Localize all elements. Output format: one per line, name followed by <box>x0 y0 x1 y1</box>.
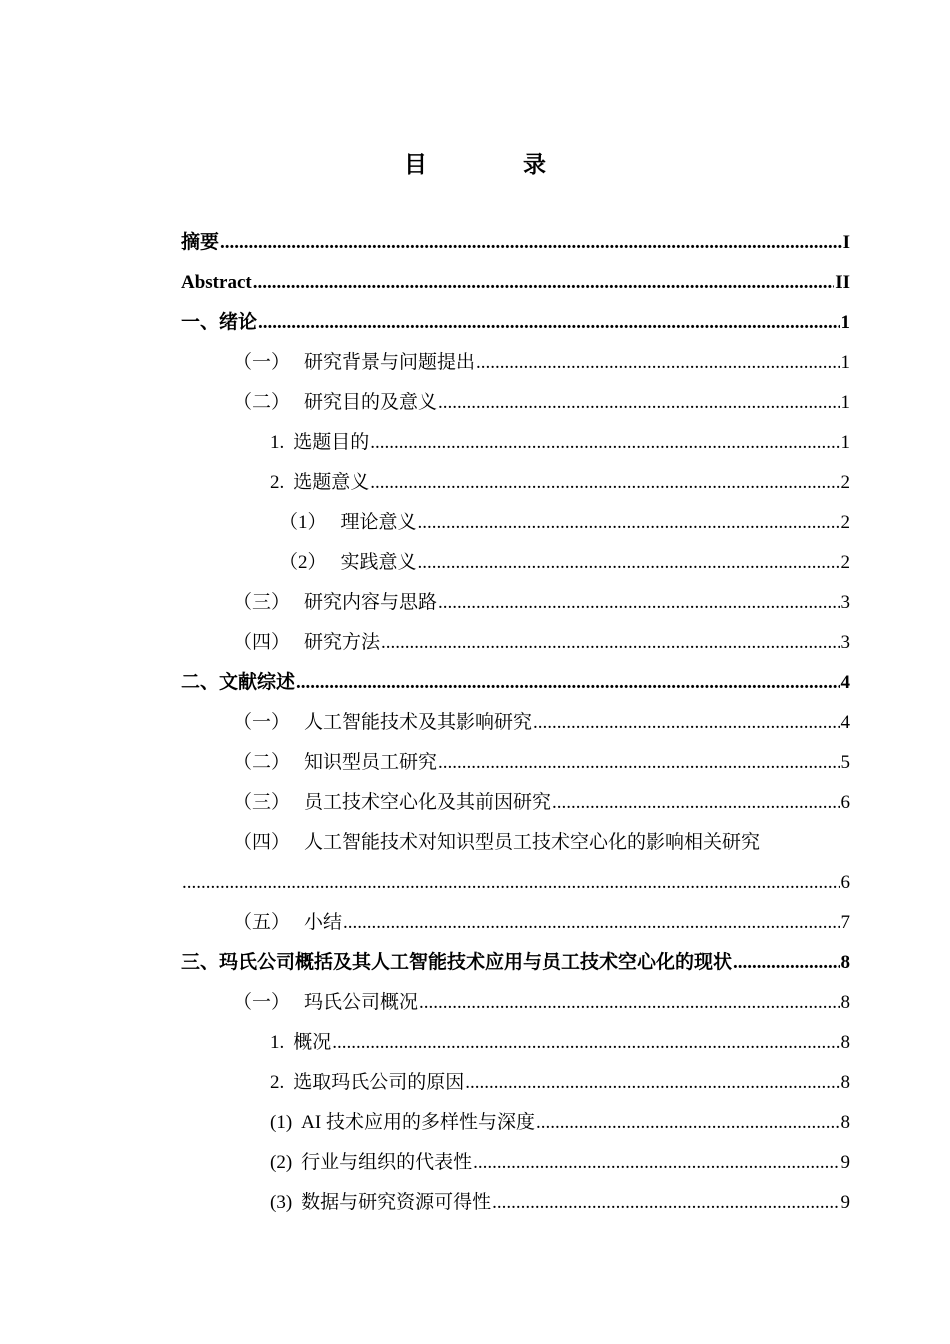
toc-entry-number: （二） <box>233 752 291 773</box>
toc-leader-dots <box>296 671 839 695</box>
toc-entry-title: 选题目的 <box>293 432 370 453</box>
toc-leader-dots <box>552 791 839 815</box>
toc-leader-dots <box>343 911 839 935</box>
toc-entry[interactable] <box>181 815 850 855</box>
toc-entry[interactable] <box>181 1015 850 1055</box>
toc-entry-number: （一） <box>233 712 291 733</box>
toc-entry[interactable] <box>181 975 850 1015</box>
toc-entry-page: 3 <box>840 592 850 613</box>
toc-entry-number: (2) <box>270 1152 293 1173</box>
toc-entry[interactable] <box>181 335 850 375</box>
page-title <box>0 146 950 179</box>
toc-entry-number: （一） <box>233 992 291 1013</box>
toc-entry-number: （五） <box>233 912 291 933</box>
toc-entry-page: 1 <box>840 392 850 413</box>
toc-entry-number: 1. <box>270 432 285 453</box>
toc-leader-dots <box>381 631 839 655</box>
toc-entry[interactable] <box>181 735 850 775</box>
toc-entry-continuation <box>181 855 850 895</box>
toc-entry-title: 一、绪论 <box>181 312 258 333</box>
toc-entry-number: （三） <box>233 592 291 613</box>
toc-entry-page: 9 <box>840 1192 850 1213</box>
toc-entry[interactable] <box>181 535 850 575</box>
toc-entry-title: 实践意义 <box>340 552 417 573</box>
toc-entry[interactable] <box>181 495 850 535</box>
toc-entry-page: 8 <box>840 1112 850 1133</box>
toc-entry-number: 2. <box>270 1072 285 1093</box>
toc-leader-dots <box>253 271 835 295</box>
toc-entry-title: 知识型员工研究 <box>304 752 438 773</box>
toc-entry-title: 行业与组织的代表性 <box>301 1152 473 1173</box>
toc-entry[interactable] <box>181 295 850 335</box>
toc-entry-title: 人工智能技术对知识型员工技术空心化的影响相关研究 <box>304 832 761 853</box>
toc-entry-title: 玛氏公司概况 <box>304 992 419 1013</box>
toc-entry-page: 9 <box>840 1152 850 1173</box>
toc-entry-number: （二） <box>233 392 291 413</box>
toc-entry-title: 二、文献综述 <box>181 672 296 693</box>
toc-leader-dots <box>182 871 840 895</box>
toc-entry-page: II <box>835 272 850 293</box>
toc-entry-title: 小结 <box>304 912 343 933</box>
toc-entry[interactable] <box>181 615 850 655</box>
toc-entry[interactable] <box>181 655 850 695</box>
toc-entry-title: 摘要 <box>181 232 220 253</box>
toc-entry-title: 员工技术空心化及其前因研究 <box>304 792 552 813</box>
toc-leader-dots <box>438 751 839 775</box>
toc-entry-number: 2. <box>270 472 285 493</box>
toc-entry-title: 研究内容与思路 <box>304 592 438 613</box>
toc-entry-title: 研究目的及意义 <box>304 392 438 413</box>
toc-entry[interactable] <box>181 1175 850 1215</box>
toc-entry-page: 8 <box>840 1072 850 1093</box>
toc-leader-dots <box>476 351 839 375</box>
toc-leader-dots <box>418 511 840 535</box>
toc-entry-number: （2） <box>279 552 327 573</box>
toc-entry-page: 2 <box>840 552 850 573</box>
toc-entry-number: 1. <box>270 1032 285 1053</box>
toc-entry[interactable] <box>181 455 850 495</box>
toc-entry[interactable] <box>181 775 850 815</box>
toc-leader-dots <box>536 1111 840 1135</box>
toc-entry-number: (3) <box>270 1192 293 1213</box>
toc-entry-number: (1) <box>270 1112 293 1133</box>
toc-entry-page: 6 <box>840 792 850 813</box>
toc-entry-page: 4 <box>840 672 850 693</box>
toc-entry[interactable] <box>181 215 850 255</box>
toc-entry-page: 2 <box>840 472 850 493</box>
toc-entry[interactable] <box>181 1095 850 1135</box>
toc-entry[interactable] <box>181 1135 850 1175</box>
table-of-contents <box>181 215 850 1215</box>
toc-entry-title: 三、玛氏公司概括及其人工智能技术应用与员工技术空心化的现状 <box>181 952 733 973</box>
toc-leader-dots <box>533 711 839 735</box>
toc-entry[interactable] <box>181 415 850 455</box>
toc-entry-title: 选题意义 <box>293 472 370 493</box>
toc-entry-title: AI 技术应用的多样性与深度 <box>301 1112 535 1133</box>
toc-entry[interactable] <box>181 375 850 415</box>
title-char-1: 目 <box>404 152 427 177</box>
toc-entry[interactable] <box>181 695 850 735</box>
toc-leader-dots <box>419 991 839 1015</box>
toc-entry[interactable] <box>181 935 850 975</box>
toc-leader-dots <box>370 431 839 455</box>
toc-entry[interactable] <box>181 575 850 615</box>
toc-entry[interactable] <box>181 895 850 935</box>
title-char-2: 录 <box>523 152 546 177</box>
toc-entry-page: 6 <box>840 872 850 893</box>
toc-entry-page: 1 <box>840 432 850 453</box>
toc-entry-page: 1 <box>840 352 850 373</box>
toc-entry-number: （四） <box>233 832 291 853</box>
toc-entry-page: I <box>842 232 850 253</box>
toc-entry-title: Abstract <box>181 272 252 293</box>
toc-entry-page: 8 <box>840 992 850 1013</box>
toc-entry-title: 理论意义 <box>340 512 417 533</box>
toc-entry-page: 3 <box>840 632 850 653</box>
toc-entry-title: 数据与研究资源可得性 <box>301 1192 492 1213</box>
toc-leader-dots <box>473 1151 839 1175</box>
toc-entry-page: 5 <box>840 752 850 773</box>
toc-entry-page: 1 <box>840 312 850 333</box>
toc-entry-page: 8 <box>840 952 850 973</box>
toc-leader-dots <box>733 951 839 975</box>
toc-leader-dots <box>492 1191 839 1215</box>
toc-leader-dots <box>332 1031 839 1055</box>
toc-leader-dots <box>370 471 839 495</box>
toc-entry-title: 选取玛氏公司的原因 <box>293 1072 465 1093</box>
toc-entry-number: （三） <box>233 792 291 813</box>
toc-leader-dots <box>258 311 839 335</box>
toc-leader-dots <box>418 551 840 575</box>
toc-entry[interactable] <box>181 255 850 295</box>
toc-leader-dots <box>438 591 839 615</box>
toc-entry[interactable] <box>181 1055 850 1095</box>
toc-entry-title: 研究背景与问题提出 <box>304 352 476 373</box>
toc-leader-dots <box>465 1071 839 1095</box>
toc-entry-page: 8 <box>840 1032 850 1053</box>
toc-entry-page: 7 <box>840 912 850 933</box>
toc-entry-page: 4 <box>840 712 850 733</box>
toc-entry-page: 2 <box>840 512 850 533</box>
toc-entry-title: 研究方法 <box>304 632 381 653</box>
toc-leader-dots <box>220 231 842 255</box>
toc-entry-title: 人工智能技术及其影响研究 <box>304 712 533 733</box>
toc-entry-number: （四） <box>233 632 291 653</box>
toc-entry-number: （1） <box>279 512 327 533</box>
toc-leader-dots <box>438 391 839 415</box>
toc-entry-title: 概况 <box>293 1032 332 1053</box>
toc-entry-number: （一） <box>233 352 291 373</box>
